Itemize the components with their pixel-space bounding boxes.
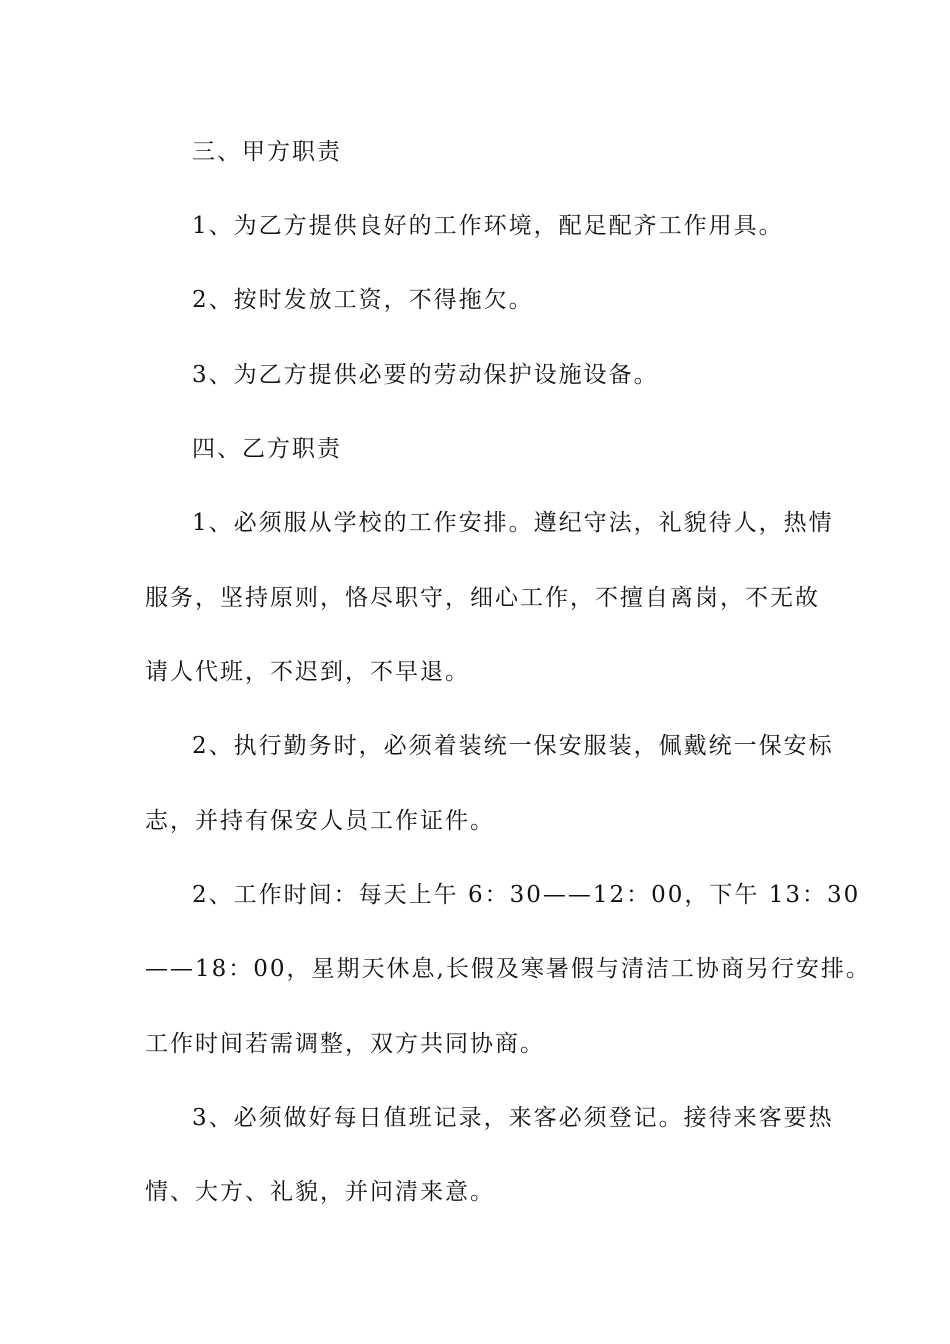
paragraph-line: 服务，坚持原则，恪尽职守，细心工作，不擅自离岗，不无故: [145, 585, 820, 611]
paragraph-line: 2、执行勤务时，必须着装统一保安服装，佩戴统一保安标: [192, 733, 834, 759]
paragraph-line: 工作时间若需调整，双方共同协商。: [145, 1031, 545, 1057]
paragraph-line: ——18：00，星期天休息,长假及寒暑假与清洁工协商另行安排。: [145, 956, 871, 982]
paragraph-line: 情、大方、礼貌，并问清来意。: [145, 1179, 495, 1205]
paragraph-line: 1、必须服从学校的工作安排。遵纪守法，礼貌待人，热情: [192, 510, 834, 536]
paragraph-line: 2、工作时间：每天上午 6：30——12：00，下午 13：30: [192, 882, 861, 908]
paragraph-line: 志，并持有保安人员工作证件。: [145, 808, 495, 834]
section-heading-party-a: 三、甲方职责: [192, 139, 342, 165]
section-heading-party-b: 四、乙方职责: [192, 436, 342, 462]
paragraph-line: 请人代班，不迟到，不早退。: [145, 659, 470, 685]
paragraph-line: 3、必须做好每日值班记录，来客必须登记。接待来客要热: [192, 1105, 834, 1131]
paragraph-line: 1、为乙方提供良好的工作环境，配足配齐工作用具。: [192, 213, 784, 239]
paragraph-line: 3、为乙方提供必要的劳动保护设施设备。: [192, 362, 659, 388]
paragraph-line: 2、按时发放工资，不得拖欠。: [192, 287, 534, 313]
